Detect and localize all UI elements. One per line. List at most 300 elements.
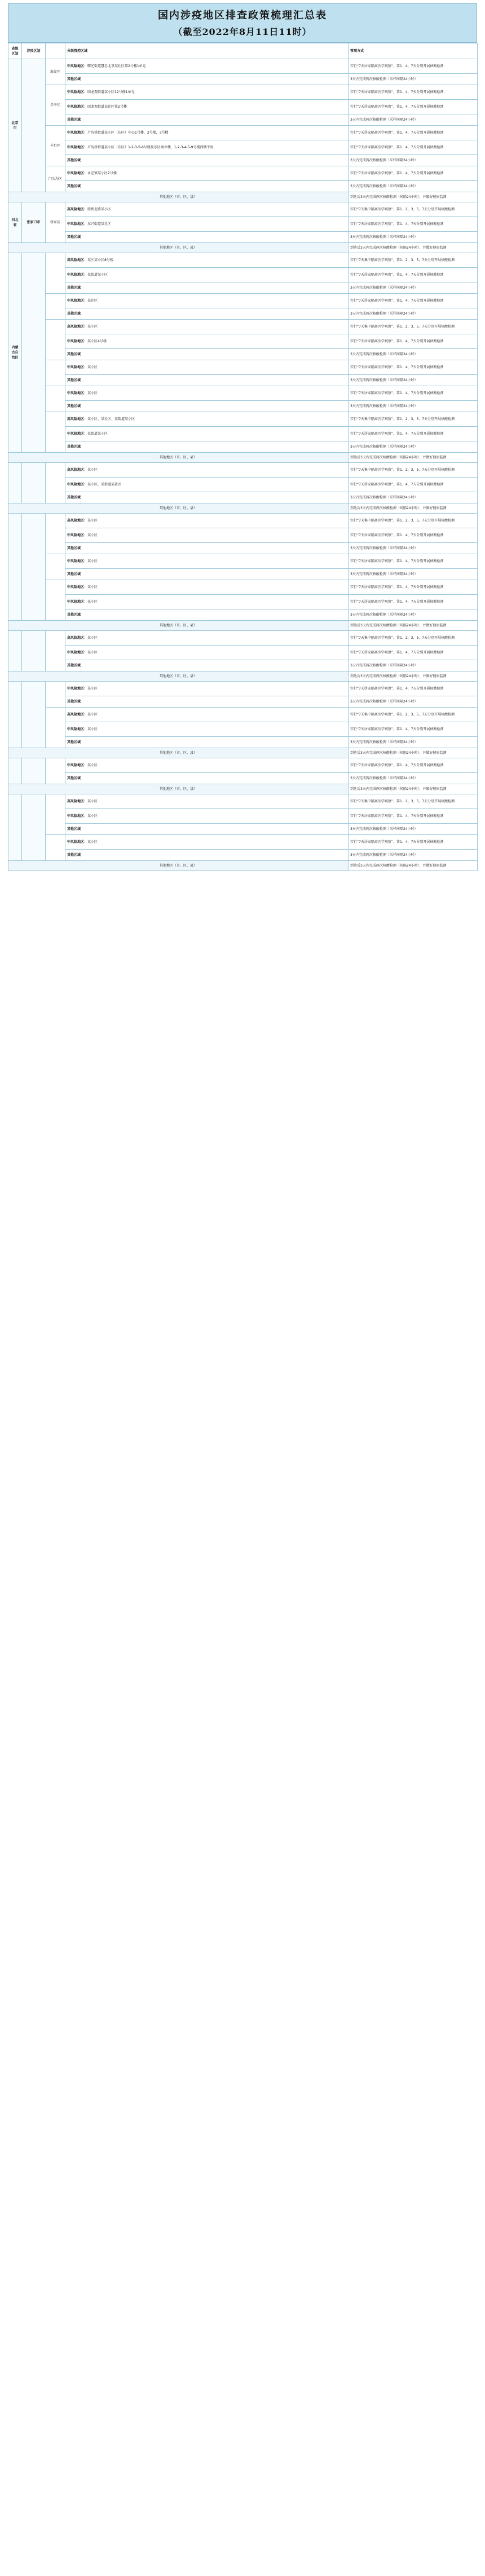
summary-row: [8, 748, 478, 758]
measure-cell: 3天内完成两次核酸检测（采样间隔24小时）: [349, 660, 478, 671]
table-row: [8, 202, 478, 217]
risk-level-label: 其他区域: [67, 827, 81, 831]
summary-row: [8, 784, 478, 794]
area-cell: [65, 580, 349, 595]
summary-row: [8, 192, 478, 202]
risk-level-label: 中风险地区：: [67, 687, 88, 691]
table-row: [8, 349, 478, 360]
table-row: [8, 334, 478, 349]
measure-cell: 实行“7天居家隔离医学观察”，第1、4、7天分别开展核酸检测: [349, 294, 478, 308]
area-text: 永定镇某小区2号楼: [87, 171, 117, 175]
area-cell: [65, 360, 349, 375]
measure-cell: 实行“7天居家隔离医学观察”，第1、4、7天分别开展核酸检测: [349, 646, 478, 660]
summary-cell: 其他地区（市、区、县）: [8, 748, 349, 758]
risk-level-label: 高风险地区：: [67, 207, 88, 211]
area-text: 某小区: [87, 687, 98, 691]
area-cell: [65, 758, 349, 773]
area-cell: [65, 569, 349, 580]
table-row: [8, 320, 478, 334]
measure-cell: 实行“7天集中隔离医学观察”，第1、2、3、5、7天分别开展核酸检测: [349, 708, 478, 722]
measure-cell: 实行“7天居家隔离医学观察”，第1、4、7天分别开展核酸检测: [349, 100, 478, 114]
risk-level-label: 中风险地区：: [67, 814, 88, 818]
summary-row: [8, 243, 478, 253]
area-cell: [65, 308, 349, 320]
area-cell: [65, 773, 349, 784]
measure-cell: 实行“7天居家隔离医学观察”，第1、4、7天分别开展核酸检测: [349, 758, 478, 773]
table-body: [8, 43, 478, 871]
area-cell: [65, 708, 349, 722]
area-cell: [65, 737, 349, 748]
risk-level-label: 其他区域: [67, 776, 81, 780]
area-cell: [65, 554, 349, 569]
table-row: [8, 386, 478, 401]
table-row: [8, 74, 478, 85]
province-cell: [8, 463, 22, 503]
city-cell: [22, 682, 46, 748]
area-text: 某小区4号楼: [87, 339, 107, 343]
area-cell: [65, 253, 349, 268]
province-cell: 河北省: [8, 202, 22, 243]
area-cell: [65, 824, 349, 835]
risk-level-label: 中风险地区：: [67, 131, 88, 135]
area-cell: [65, 722, 349, 737]
measure-cell: 3天内完成两次核酸检测（采样间隔24小时）: [349, 232, 478, 243]
col-header-area: 分级管控区域: [65, 43, 349, 59]
measure-cell: 实行“7天居家隔离医学观察”，第1、4、7天分别开展核酸检测: [349, 140, 478, 155]
risk-level-label: 中风险地区：: [67, 299, 88, 303]
col-header-district: [46, 43, 65, 59]
table-row: [8, 232, 478, 243]
risk-level-label: 中风险地区：: [67, 64, 88, 68]
measure-cell: 3天内完成两次核酸检测（采样间隔24小时）: [349, 441, 478, 453]
measure-cell: 3天内完成两次核酸检测（采样间隔24小时）: [349, 492, 478, 503]
area-text: 回龙观街道某小区12号楼1单元: [87, 90, 135, 94]
summary-measure: 到达后3天内完成两次核酸检测（间隔24小时），并做好健康监测: [349, 861, 478, 871]
summary-cell: 其他地区（市、区、县）: [8, 861, 349, 871]
district-cell: [46, 554, 65, 580]
city-cell: [22, 758, 46, 784]
risk-level-label: 中风险地区：: [67, 763, 88, 767]
table-row: [8, 308, 478, 320]
area-cell: [65, 282, 349, 294]
risk-level-label: 中风险地区：: [67, 727, 88, 731]
area-cell: [65, 631, 349, 646]
area-text: 曙光街道慧忠北里某社区第2号楼1单元: [87, 64, 146, 68]
measure-cell: 实行“7天集中隔离医学观察”，第1、2、3、5、7天分别开展核酸检测: [349, 253, 478, 268]
area-cell: [65, 126, 349, 140]
column-header-row: [8, 43, 478, 59]
area-text: 某小区: [87, 533, 98, 537]
risk-level-label: 中风险地区：: [67, 391, 88, 395]
measure-cell: 3天内完成两次核酸检测（采样间隔24小时）: [349, 181, 478, 192]
area-text: 某小区: [87, 519, 98, 523]
risk-level-label: 其他区域: [67, 352, 81, 356]
risk-level-label: 其他区域: [67, 496, 81, 500]
area-cell: [65, 85, 349, 100]
summary-row: [8, 671, 478, 682]
area-text: 某小区: [87, 763, 98, 767]
risk-level-label: 中风险地区：: [67, 651, 88, 655]
summary-measure: 到达后3天内完成两次核酸检测（间隔24小时），并做好健康监测: [349, 453, 478, 463]
table-row: [8, 253, 478, 268]
measure-cell: 实行“7天居家隔离医学观察”，第1、4、7天分别开展核酸检测: [349, 722, 478, 737]
table-row: [8, 126, 478, 140]
area-text: 某小区、某社区、某街道某小区: [87, 417, 135, 421]
sheet-header: [8, 3, 477, 43]
summary-cell: 其他地区（市、区、县）: [8, 243, 349, 253]
risk-level-label: 中风险地区：: [67, 432, 88, 436]
area-cell: [65, 441, 349, 453]
measure-cell: 实行“7天居家隔离医学观察”，第1、4、7天分别开展核酸检测: [349, 334, 478, 349]
measure-cell: 3天内完成两次核酸检测（采样间隔24小时）: [349, 114, 478, 126]
area-cell: [65, 140, 349, 155]
risk-level-label: 高风险地区：: [67, 417, 88, 421]
summary-measure: 到达后3天内完成两次核酸检测（间隔24小时），并做好健康监测: [349, 748, 478, 758]
measure-cell: 3天内完成两次核酸检测（采样间隔24小时）: [349, 74, 478, 85]
table-row: [8, 528, 478, 543]
area-text: 某小区: [87, 468, 98, 472]
risk-level-label: 其他区域: [67, 572, 81, 576]
measure-cell: 3天内完成两次核酸检测（采样间隔24小时）: [349, 349, 478, 360]
province-cell: [8, 631, 22, 671]
risk-level-label: 其他区域: [67, 613, 81, 617]
table-row: [8, 794, 478, 809]
table-row: [8, 294, 478, 308]
risk-level-label: 中风险地区：: [67, 600, 88, 604]
area-text: 某小区: [87, 840, 98, 844]
area-cell: [65, 320, 349, 334]
table-row: [8, 850, 478, 861]
summary-cell: 其他地区（市、区、县）: [8, 192, 349, 202]
district-cell: [46, 412, 65, 453]
measure-cell: 实行“7天居家隔离医学观察”，第1、4、7天分别开展核酸检测: [349, 126, 478, 140]
summary-measure: 到达后3天内完成两次核酸检测（间隔24小时），并做好健康监测: [349, 784, 478, 794]
measure-cell: 3天内完成两次核酸检测（采样间隔24小时）: [349, 850, 478, 861]
area-cell: [65, 794, 349, 809]
area-cell: [65, 682, 349, 696]
area-text: 回龙观街道某社区第2号楼: [87, 105, 127, 109]
table-row: [8, 809, 478, 824]
risk-level-label: 其他区域: [67, 286, 81, 290]
risk-level-label: 其他区域: [67, 700, 81, 704]
table-row: [8, 114, 478, 126]
area-cell: [65, 595, 349, 609]
measure-cell: 实行“7天居家隔离医学观察”，第1、4、7天分别开展核酸检测: [349, 166, 478, 181]
district-cell: [46, 708, 65, 748]
area-text: 某小区: [87, 814, 98, 818]
district-cell: [46, 794, 65, 835]
sheet-title: 国内涉疫地区排查政策梳理汇总表: [158, 10, 327, 21]
measure-cell: 3天内完成两次核酸检测（采样间隔24小时）: [349, 609, 478, 621]
table-row: [8, 478, 478, 492]
area-cell: [65, 114, 349, 126]
area-text: 卢沟桥街道某小区（东区）中心1号楼，2号楼，3号楼: [87, 131, 169, 135]
area-text: 某小区: [87, 727, 98, 731]
measure-cell: 实行“7天集中隔离医学观察”，第1、2、3、5、7天分别开展核酸检测: [349, 794, 478, 809]
risk-level-label: 高风险地区：: [67, 325, 88, 329]
col-header-measure: 管理方式: [349, 43, 478, 59]
summary-measure: 到达后3天内完成两次核酸检测（间隔24小时），并做好健康监测: [349, 503, 478, 514]
col-header-province: 省级区划: [8, 43, 22, 59]
area-cell: [65, 478, 349, 492]
summary-cell: 其他地区（市、区、县）: [8, 453, 349, 463]
district-cell: [46, 253, 65, 294]
area-cell: [65, 427, 349, 441]
risk-level-label: 其他区域: [67, 184, 81, 188]
area-cell: [65, 412, 349, 427]
area-cell: [65, 514, 349, 528]
area-cell: [65, 268, 349, 282]
table-row: [8, 824, 478, 835]
risk-level-label: 高风险地区：: [67, 468, 88, 472]
measure-cell: 实行“7天居家隔离医学观察”，第1、4、7天分别开展核酸检测: [349, 386, 478, 401]
province-cell: [8, 794, 22, 861]
summary-measure: 到达后3天内完成两次核酸检测（间隔24小时），并做好健康监测: [349, 243, 478, 253]
table-row: [8, 427, 478, 441]
measure-cell: 3天内完成两次核酸检测（采样间隔24小时）: [349, 543, 478, 554]
table-row: [8, 514, 478, 528]
district-cell: 丰台区: [46, 126, 65, 166]
col-header-city: 涉疫区划: [22, 43, 46, 59]
area-cell: [65, 74, 349, 85]
risk-level-label: 其他区域: [67, 445, 81, 449]
measure-cell: 3天内完成两次核酸检测（采样间隔24小时）: [349, 569, 478, 580]
province-cell: [8, 682, 22, 748]
measure-cell: 实行“7天集中隔离医学观察”，第1、2、3、5、7天分别开展核酸检测: [349, 412, 478, 427]
table-row: [8, 595, 478, 609]
area-cell: [65, 294, 349, 308]
district-cell: [46, 682, 65, 708]
area-text: 某小区: [87, 365, 98, 369]
table-row: [8, 100, 478, 114]
measure-cell: 实行“7天居家隔离医学观察”，第1、4、7天分别开展核酸检测: [349, 360, 478, 375]
risk-level-label: 其他区域: [67, 853, 81, 857]
summary-sheet: [8, 0, 477, 871]
measure-cell: 3天内完成两次核酸检测（采样间隔24小时）: [349, 375, 478, 386]
district-cell: [46, 580, 65, 621]
area-cell: [65, 232, 349, 243]
area-text: 某街道某小区: [87, 432, 108, 436]
risk-level-label: 中风险地区：: [67, 339, 88, 343]
risk-level-label: 高风险地区：: [67, 258, 88, 262]
measure-cell: 实行“7天集中隔离医学观察”，第1、2、3、5、7天分别开展核酸检测: [349, 463, 478, 478]
area-text: 某小区: [87, 799, 98, 803]
risk-level-label: 其他区域: [67, 378, 81, 382]
measure-cell: 3天内完成两次核酸检测（采样间隔24小时）: [349, 737, 478, 748]
measure-cell: 实行“7天居家隔离医学观察”，第1、4、7天分别开展核酸检测: [349, 217, 478, 232]
measure-cell: 实行“7天集中隔离医学观察”，第1、2、3、5、7天分别开展核酸检测: [349, 631, 478, 646]
measure-cell: 3天内完成两次核酸检测（采样间隔24小时）: [349, 308, 478, 320]
table-row: [8, 492, 478, 503]
risk-level-label: 其他区域: [67, 158, 81, 162]
table-row: [8, 835, 478, 850]
measure-cell: 实行“7天集中隔离医学观察”，第1、2、3、5、7天分别开展核酸检测: [349, 320, 478, 334]
table-row: [8, 217, 478, 232]
area-cell: [65, 217, 349, 232]
risk-level-label: 其他区域: [67, 77, 81, 81]
area-text: 某小区: [87, 636, 98, 640]
measure-cell: 实行“7天集中隔离医学观察”，第1、2、3、5、7天分别开展核酸检测: [349, 514, 478, 528]
summary-row: [8, 503, 478, 514]
risk-level-label: 其他区域: [67, 312, 81, 316]
table-row: [8, 722, 478, 737]
area-cell: [65, 660, 349, 671]
summary-measure: 到达后3天内完成两次核酸检测（间隔24小时），并做好健康监测: [349, 621, 478, 631]
area-text: 某小区: [87, 600, 98, 604]
table-row: [8, 737, 478, 748]
area-text: 胜利北路某小区: [87, 207, 112, 211]
risk-area-table: [8, 43, 478, 871]
area-cell: [65, 100, 349, 114]
table-row: [8, 375, 478, 386]
summary-measure: 到达后3天内完成两次核酸检测（间隔24小时），并做好健康监测: [349, 671, 478, 682]
area-text: 某小区、某街道某社区: [87, 483, 122, 487]
area-text: 东兴街道某社区: [87, 222, 112, 226]
risk-level-label: 其他区域: [67, 546, 81, 550]
measure-cell: 3天内完成两次核酸检测（采样间隔24小时）: [349, 696, 478, 708]
area-cell: [65, 59, 349, 74]
table-row: [8, 758, 478, 773]
table-row: [8, 85, 478, 100]
table-row: [8, 441, 478, 453]
risk-level-label: 中风险地区：: [67, 533, 88, 537]
city-cell: [22, 631, 46, 671]
measure-cell: 实行“7天居家隔离医学观察”，第1、4、7天分别开展核酸检测: [349, 528, 478, 543]
risk-level-label: 其他区域: [67, 404, 81, 408]
area-cell: [65, 543, 349, 554]
risk-level-label: 中风险地区：: [67, 222, 88, 226]
district-cell: [46, 758, 65, 784]
district-cell: 桥东区: [46, 202, 65, 243]
city-cell: [22, 463, 46, 503]
area-cell: [65, 492, 349, 503]
sheet-subtitle: （截至2022年8月11日11时）: [173, 26, 312, 37]
district-cell: [46, 294, 65, 320]
table-row: [8, 412, 478, 427]
area-cell: [65, 835, 349, 850]
risk-level-label: 其他区域: [67, 118, 81, 122]
table-row: [8, 631, 478, 646]
area-cell: [65, 646, 349, 660]
area-text: 某区某小区8号楼: [87, 258, 113, 262]
measure-cell: 3天内完成两次核酸检测（采样间隔24小时）: [349, 155, 478, 166]
measure-cell: 3天内完成两次核酸检测（采样间隔24小时）: [349, 773, 478, 784]
area-cell: [65, 809, 349, 824]
area-text: 某小区: [87, 585, 98, 589]
district-cell: [46, 835, 65, 861]
area-text: 某小区: [87, 325, 98, 329]
district-cell: 海淀区: [46, 59, 65, 85]
summary-cell: 其他地区（市、区、县）: [8, 784, 349, 794]
city-cell: [22, 253, 46, 453]
district-cell: [46, 514, 65, 554]
table-row: [8, 140, 478, 155]
table-row: [8, 401, 478, 412]
province-cell: [8, 514, 22, 621]
area-cell: [65, 166, 349, 181]
district-cell: [46, 320, 65, 360]
measure-cell: 实行“7天居家隔离医学观察”，第1、4、7天分别开展核酸检测: [349, 835, 478, 850]
summary-measure: 到达后3天内完成两次核酸检测（间隔24小时），并做好健康监测: [349, 192, 478, 202]
area-cell: [65, 386, 349, 401]
area-cell: [65, 375, 349, 386]
area-cell: [65, 696, 349, 708]
summary-cell: 其他地区（市、区、县）: [8, 503, 349, 514]
area-text: 某街道某小区: [87, 273, 108, 277]
city-cell: [22, 59, 46, 192]
measure-cell: 3天内完成两次核酸检测（采样间隔24小时）: [349, 824, 478, 835]
risk-level-label: 中风险地区：: [67, 90, 88, 94]
area-text: 卢沟桥街道某小区（东区）1-2-3-5-6号楼及东区商业楼、1-2-3-4-5-9号楼西侧平房: [87, 145, 214, 149]
table-row: [8, 268, 478, 282]
risk-level-label: 其他区域: [67, 740, 81, 744]
table-row: [8, 554, 478, 569]
table-row: [8, 360, 478, 375]
measure-cell: 实行“7天居家隔离医学观察”，第1、4、7天分别开展核酸检测: [349, 682, 478, 696]
table-row: [8, 696, 478, 708]
table-row: [8, 708, 478, 722]
area-text: 某小区: [87, 559, 98, 563]
summary-row: [8, 861, 478, 871]
table-row: [8, 660, 478, 671]
measure-cell: 实行“7天居家隔离医学观察”，第1、4、7天分别开展核酸检测: [349, 85, 478, 100]
district-cell: [46, 463, 65, 503]
district-cell: [46, 386, 65, 412]
area-text: 某小区: [87, 391, 98, 395]
table-row: [8, 59, 478, 74]
risk-level-label: 中风险地区：: [67, 105, 88, 109]
area-cell: [65, 181, 349, 192]
risk-level-label: 其他区域: [67, 235, 81, 239]
table-row: [8, 543, 478, 554]
measure-cell: 3天内完成两次核酸检测（采样间隔24小时）: [349, 282, 478, 294]
table-row: [8, 155, 478, 166]
area-cell: [65, 528, 349, 543]
area-cell: [65, 349, 349, 360]
province-cell: 内蒙古自治区: [8, 253, 22, 453]
measure-cell: 实行“7天居家隔离医学观察”，第1、4、7天分别开展核酸检测: [349, 580, 478, 595]
district-cell: [46, 631, 65, 671]
table-row: [8, 682, 478, 696]
measure-cell: 实行“7天居家隔离医学观察”，第1、4、7天分别开展核酸检测: [349, 59, 478, 74]
province-cell: 北京市: [8, 59, 22, 192]
city-cell: [22, 794, 46, 861]
measure-cell: 实行“7天居家隔离医学观察”，第1、4、7天分别开展核酸检测: [349, 268, 478, 282]
measure-cell: 实行“7天居家隔离医学观察”，第1、4、7天分别开展核酸检测: [349, 427, 478, 441]
measure-cell: 实行“7天居家隔离医学观察”，第1、4、7天分别开展核酸检测: [349, 478, 478, 492]
area-text: 某社区: [87, 299, 98, 303]
summary-row: [8, 621, 478, 631]
risk-level-label: 中风险地区：: [67, 145, 88, 149]
measure-cell: 实行“7天居家隔离医学观察”，第1、4、7天分别开展核酸检测: [349, 554, 478, 569]
risk-level-label: 中风险地区：: [67, 273, 88, 277]
city-cell: [22, 514, 46, 621]
measure-cell: 实行“7天居家隔离医学观察”，第1、4、7天分别开展核酸检测: [349, 595, 478, 609]
area-text: 某小区: [87, 651, 98, 655]
table-row: [8, 181, 478, 192]
summary-cell: 其他地区（市、区、县）: [8, 621, 349, 631]
table-row: [8, 646, 478, 660]
measure-cell: 3天内完成两次核酸检测（采样间隔24小时）: [349, 401, 478, 412]
risk-level-label: 中风险地区：: [67, 365, 88, 369]
table-row: [8, 463, 478, 478]
risk-level-label: 高风险地区：: [67, 519, 88, 523]
table-row: [8, 282, 478, 294]
table-row: [8, 580, 478, 595]
area-text: 某小区: [87, 713, 98, 717]
district-cell: [46, 360, 65, 386]
area-cell: [65, 463, 349, 478]
